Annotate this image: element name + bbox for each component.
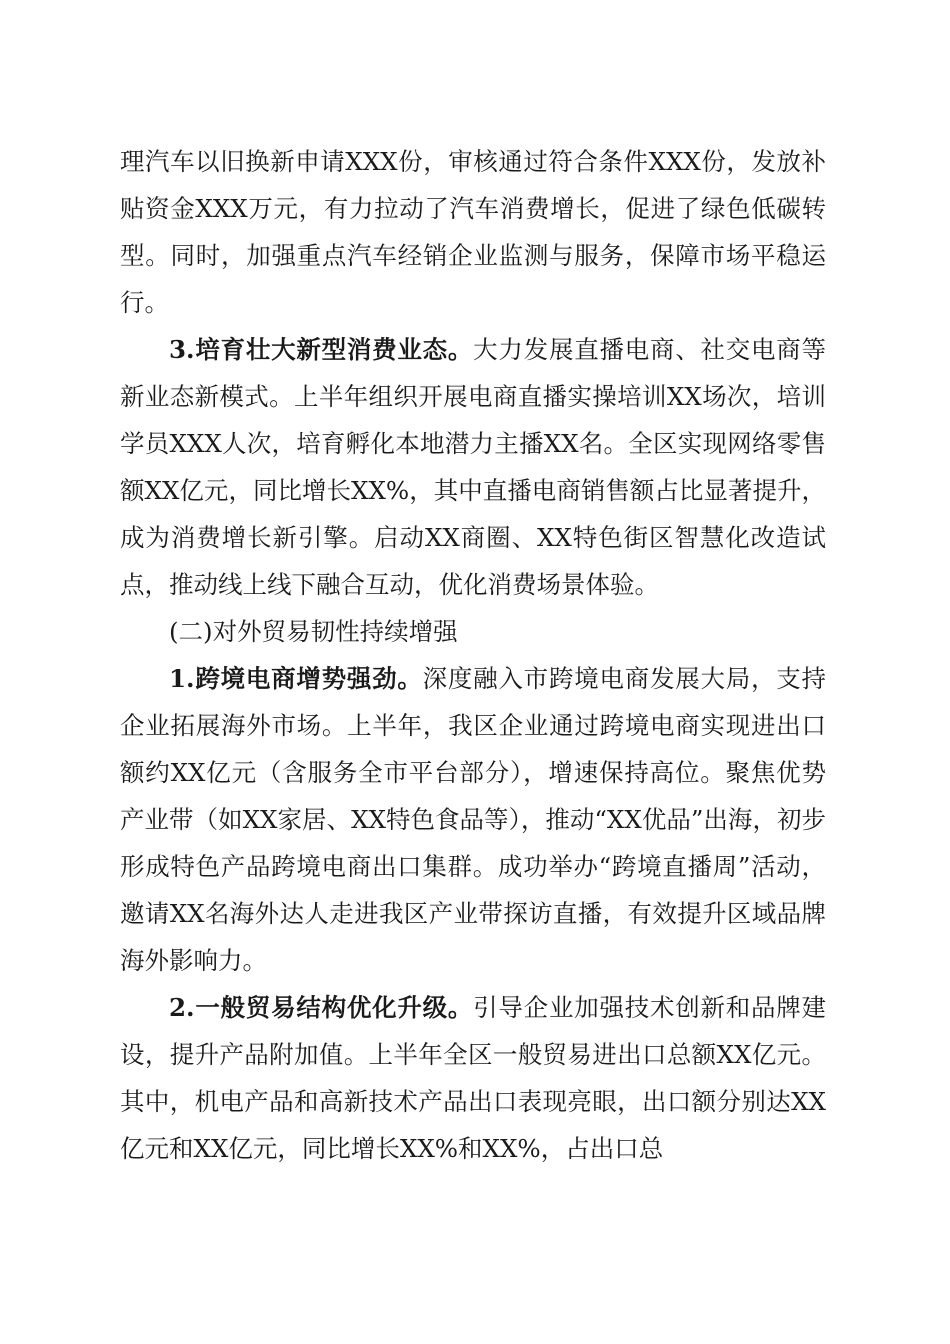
paragraph-text: 引导企业加强技术创新和品牌建设，提升产品附加值。上半年全区一般贸易进出口总额XX亿元。其中，机电产品和高新技术产品出口表现亮眼，出口额分别达XX亿元和XX亿元，同比增长XX%和XX%，占出口总 bbox=[120, 993, 827, 1163]
paragraph-new-consumption bbox=[120, 326, 826, 608]
section-heading-text: (二)对外贸易韧性持续增强 bbox=[169, 617, 458, 646]
paragraph-lead-heading: 1.跨境电商增势强劲。 bbox=[169, 664, 423, 693]
section-heading-foreign-trade bbox=[120, 608, 826, 655]
paragraph-lead-heading: 3.培育壮大新型消费业态。 bbox=[169, 335, 474, 364]
paragraph-lead-heading: 2.一般贸易结构优化升级。 bbox=[169, 993, 474, 1022]
paragraph-text: 深度融入市跨境电商发展大局，支持企业拓展海外市场。上半年，我区企业通过跨境电商实现进出口额约XX亿元（含服务全市平台部分），增速保持高位。聚焦优势产业带（如XX家居、XX特色食品等），推动“XX优品”出海，初步形成特色产品跨境电商出口集群。成功举办“跨境直播周”活动，邀请XX名海外达人走进我区产业带探访直播，有效提升区域品牌海外影响力。 bbox=[120, 664, 827, 975]
paragraph-cross-border-ecommerce bbox=[120, 655, 826, 984]
paragraph-text: 大力发展直播电商、社交电商等新业态新模式。上半年组织开展电商直播实操培训XX场次，培训学员XXX人次，培育孵化本地潜力主播XX名。全区实现网络零售额XX亿元，同比增长XX%，其中直播电商销售额占比显著提升，成为消费增长新引擎。启动XX商圈、XX特色街区智慧化改造试点，推动线上线下融合互动，优化消费场景体验。 bbox=[120, 335, 827, 599]
paragraph-continuation bbox=[120, 138, 826, 326]
document-body bbox=[120, 138, 826, 1172]
paragraph-general-trade bbox=[120, 984, 826, 1172]
paragraph-text: 理汽车以旧换新申请XXX份，审核通过符合条件XXX份，发放补贴资金XXX万元，有力拉动了汽车消费增长，促进了绿色低碳转型。同时，加强重点汽车经销企业监测与服务，保障市场平稳运行。 bbox=[120, 147, 826, 317]
